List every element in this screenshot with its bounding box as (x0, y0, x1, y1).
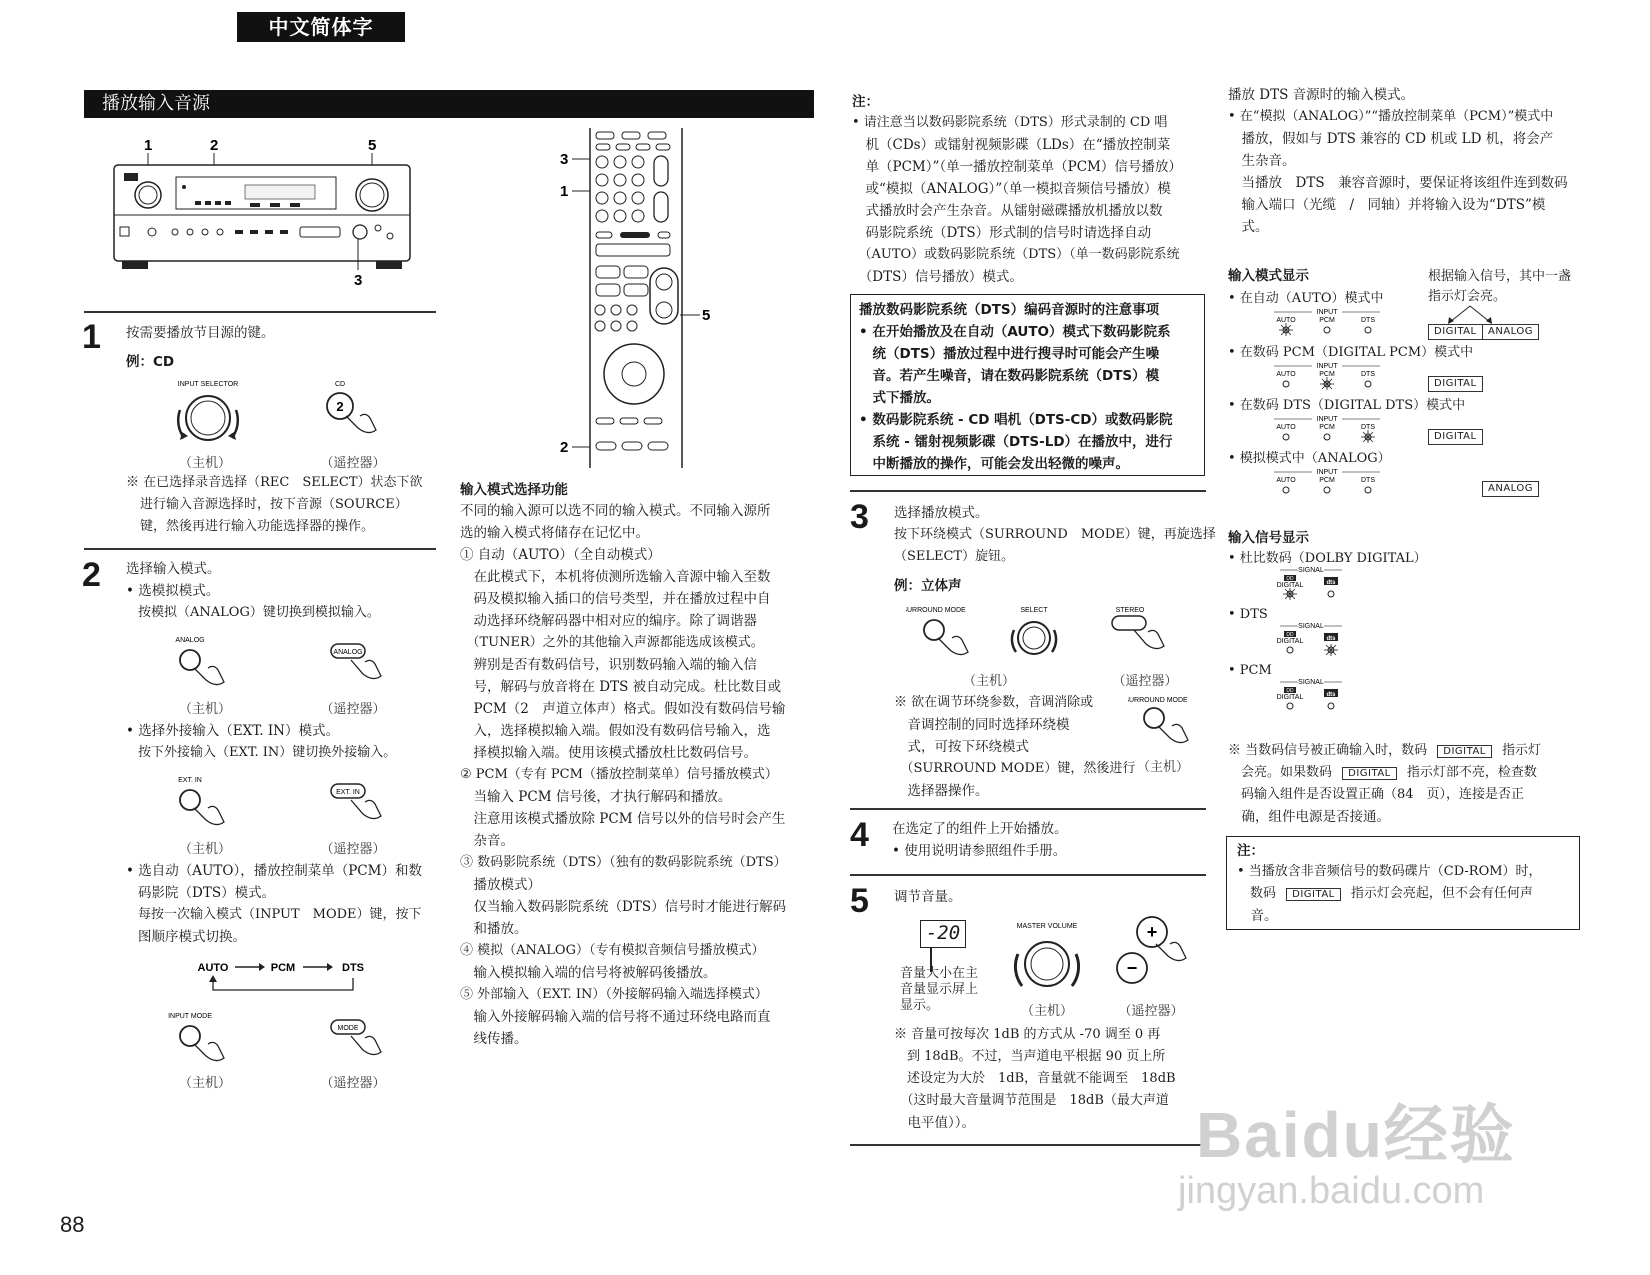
dts-input-mode-text (1228, 84, 1588, 238)
step-3-line: 选择播放模式。 (894, 505, 989, 521)
signal-dts: • DTS (1228, 607, 1268, 622)
signal-indicator-pcm (1276, 678, 1346, 712)
signal-digital-label: DIGITAL (1276, 638, 1304, 645)
cdrom-note-line-3: 音。 (1237, 908, 1278, 924)
body-line: ④ 模拟（ANALOG）（专有模拟音频信号播放模式） (460, 943, 765, 958)
caption-main: （主机） (178, 1076, 231, 1091)
surround-mode-small-label: SURROUND MODE (1128, 697, 1188, 704)
stereo-button-remote (1108, 604, 1178, 664)
step-5-note-line: 电平值））。 (894, 1115, 975, 1131)
footnote-text: ※ 当数码信号被正确输入时，数码 (1228, 743, 1428, 758)
input-mode-label: INPUT MODE (168, 1013, 212, 1020)
dolby-mark: DD (1286, 688, 1294, 694)
indicator-dts-label: DTS (1361, 477, 1375, 484)
indicator-pcm-label: PCM (1319, 424, 1335, 431)
side-note-line: 指示灯会亮。 (1428, 289, 1507, 304)
step-2-b2-line-2: 按下外接输入（EXT. IN）键切换外接输入。 (138, 745, 397, 760)
step-5-note-line: 述设定为大於 1dB，音量就不能调至 18dB (894, 1071, 1176, 1086)
step-5-note-line: ※ 音量可按每次 1dB 的方式从 -70 调至 0 再 (894, 1027, 1161, 1042)
body-line: 在此模式下，本机将侦测所选输入音源中输入至数 (460, 569, 771, 585)
volume-caption-line: 音量大小在主 (900, 966, 979, 981)
note-line: 码影院系统（DTS）形式制的信号时请选择自动 (852, 225, 1152, 241)
callout-3: 3 (354, 272, 363, 289)
volume-up-down-remote (1112, 914, 1192, 1000)
stereo-label: STEREO (1115, 607, 1145, 614)
caption-main: （主机） (178, 456, 231, 471)
surround-mode-button (906, 604, 976, 664)
signal-label: SIGNAL (1298, 567, 1324, 574)
cdrom-note-title: 注： (1237, 843, 1264, 859)
analog-indicator: ANALOG (1482, 481, 1539, 497)
col4-line: • 在“模拟（ANALOG）”“播放控制菜单（PCM）”模式中 (1228, 109, 1554, 124)
digital-indicator: DIGITAL (1437, 745, 1492, 758)
body-line: 入，选择模拟输入端。假如没有数码信号输入，选 (460, 723, 771, 739)
remote-control-diagram (560, 128, 720, 468)
step-3-note-line: 式，可按下环绕模式 (894, 739, 1029, 755)
note-line: （AUTO）或数码影院系统（DTS）（单一数码影院系统 (852, 247, 1180, 262)
digital-indicator: DIGITAL (1286, 888, 1341, 901)
mode-button-remote (325, 1010, 395, 1070)
page-number: 88 (60, 1212, 85, 1237)
signal-footnote-line-4: 确，组件电源是否接通。 (1228, 809, 1390, 825)
language-tag: 中文简体字 (237, 12, 405, 42)
col4-line: 当播放 DTS 兼容音源时，要保证将该组件连到数码 (1228, 175, 1568, 191)
digital-indicator: DIGITAL (1428, 376, 1483, 392)
signal-dolby: • 杜比数码（DOLBY DIGITAL） (1228, 551, 1427, 566)
dts-caution-line: • 数码影院系统 - CD 唱机（DTS-CD）或数码影院 (859, 412, 1173, 428)
step-4-line: • 使用说明请参照组件手册。 (892, 843, 1067, 859)
note-line: （DTS）信号播放）模式。 (852, 269, 1023, 285)
mode-remote-label: MODE (337, 1025, 359, 1032)
caption-remote: （遥控器） (1112, 674, 1178, 689)
side-note-line: 根据输入信号，其中一盏 (1428, 269, 1572, 284)
body-line: 输入模拟输入端的信号将被解码後播放。 (460, 965, 717, 981)
flow-pcm: PCM (270, 962, 296, 974)
step-1-note-line-1: ※ 在已选择录音选择（REC SELECT）状态下欲 (126, 475, 423, 490)
remote-callout-2: 2 (560, 439, 569, 456)
signal-indicator-dolby (1276, 566, 1346, 600)
caption-remote: （遥控器） (320, 1076, 386, 1091)
dolby-mark: DD (1286, 576, 1294, 582)
body-line: 杂音。 (460, 833, 514, 849)
step-1-number: 1 (82, 318, 101, 356)
signal-footnote-line-2 (1228, 762, 1537, 784)
section-title: 播放输入音源 (84, 90, 814, 118)
signal-pcm: • PCM (1228, 663, 1272, 678)
body-line: 不同的输入源可以选不同的输入模式。不同输入源所 (460, 503, 771, 519)
volume-down-icon: − (1126, 958, 1138, 978)
remote-callout-3: 3 (560, 151, 569, 168)
step-5-number: 5 (850, 882, 869, 920)
digital-indicator: DIGITAL (1428, 324, 1483, 340)
callout-2: 2 (210, 137, 219, 154)
divider (850, 1144, 1206, 1146)
analog-remote-label: ANALOG (333, 649, 363, 656)
body-line: 辨别是否有数码信号，识别数码输入端的输入信 (460, 657, 757, 673)
dts-mark: dts (1326, 580, 1336, 586)
digital-indicator: DIGITAL (1342, 767, 1397, 780)
indicator-input-label: INPUT (1316, 416, 1338, 423)
dts-caution-line: 式下播放。 (859, 390, 940, 406)
footnote-text: 指示灯 (1502, 743, 1542, 758)
body-line: ③ 数码影院系统（DTS）（独有的数码影院系统（DTS） (460, 855, 787, 870)
callout-5: 5 (368, 137, 377, 154)
indicator-auto-label: AUTO (1276, 424, 1296, 431)
flow-dts: DTS (342, 962, 364, 974)
mode-pcm: • 在数码 PCM（DIGITAL PCM）模式中 (1228, 345, 1474, 360)
step-3-line: 按下环绕模式（SURROUND MODE）键，再旋选择 (894, 527, 1216, 542)
divider (850, 874, 1206, 876)
step-2-b1-line-1: • 选模拟模式。 (126, 583, 220, 599)
body-line: PCM（2 声道立体声）格式。假如没有数码信号输 (460, 701, 786, 717)
cd-label: CD (334, 381, 346, 388)
surround-mode-button-small (1128, 694, 1198, 750)
volume-display (920, 920, 966, 948)
step-5-note-line: （这时最大音量调节范围是 18dB（最大声道 (894, 1093, 1169, 1108)
note-line: 或“模拟（ANALOG）”（单一模拟音频信号播放）模 (852, 181, 1171, 197)
col4-line: 播放，假如与 DTS 兼容的 CD 机或 LD 机，将会产 (1228, 131, 1554, 147)
volume-display-value: -20 (925, 922, 961, 944)
step-4-line: 在选定了的组件上开始播放。 (892, 821, 1068, 837)
dts-caution-box (850, 294, 1205, 476)
analog-label: ANALOG (175, 637, 205, 644)
digital-indicator: DIGITAL (1428, 429, 1483, 445)
body-line: 仅当输入数码影院系统（DTS）信号时才能进行解码 (460, 899, 787, 915)
body-line: 当输入 PCM 信号後，才执行解码和播放。 (460, 789, 732, 805)
step-5-note-line: 到 18dB。不过，当声道电平根据 90 页上所 (894, 1049, 1166, 1064)
note-line: 式播放时会产生杂音。从镭射磁碟播放机播放以数 (852, 203, 1163, 219)
input-mode-function-title: 输入模式选择功能 (460, 482, 568, 498)
indicator-auto-label: AUTO (1276, 317, 1296, 324)
signal-digital-label: DIGITAL (1276, 582, 1304, 589)
indicator-pcm-label: PCM (1319, 477, 1335, 484)
signal-indicator-dts (1276, 622, 1346, 656)
flow-auto: AUTO (197, 962, 229, 974)
input-mode-display-title: 输入模式显示 (1228, 268, 1309, 284)
dts-caution-line: 统（DTS）播放过程中进行搜寻时可能会产生噪 (859, 346, 1160, 362)
step-2-b2-line-1: • 选择外接输入（EXT. IN）模式。 (126, 723, 339, 739)
step-3-note-line: ※ 欲在调节环绕参数，音调消除或 (894, 695, 1094, 710)
master-volume-knob (1002, 920, 1092, 998)
volume-up-icon: + (1146, 922, 1158, 942)
input-mode-function-body (460, 500, 820, 1050)
col4-line: 生杂音。 (1228, 153, 1296, 169)
step-1-note-line-3: 键，然後再进行输入功能选择器的操作。 (140, 519, 375, 534)
body-line: 播放模式） (460, 877, 541, 893)
body-line: 注意用该模式播放除 PCM 信号以外的信号时会产生 (460, 811, 786, 827)
step-3-note-line: 音调控制的同时选择环绕模 (894, 717, 1070, 733)
col4-line: 播放 DTS 音源时的输入模式。 (1228, 87, 1415, 103)
ext-in-button-main (168, 774, 238, 834)
body-line: 和播放。 (460, 921, 528, 937)
note-line: • 请注意当以数码影院系统（DTS）形式录制的 CD 唱 (852, 115, 1168, 130)
cdrom-note-line-2 (1237, 883, 1569, 905)
surround-mode-label: SURROUND MODE (906, 607, 966, 614)
divider (84, 311, 436, 313)
caption-remote: （遥控器） (320, 456, 386, 471)
callout-1: 1 (144, 137, 153, 154)
volume-caption-line: 音量显示屏上 (900, 982, 979, 997)
dts-caution-line: • 在开始播放及在自动（AUTO）模式下数码影院系 (859, 324, 1171, 340)
cdrom-note-box (1226, 836, 1580, 930)
divider (850, 490, 1206, 492)
note-text: 指示灯会亮起，但不会有任何声 (1350, 886, 1533, 901)
indicator-auto-label: AUTO (1276, 371, 1296, 378)
dts-mark: dts (1326, 636, 1336, 642)
body-line: ① 自动（AUTO）（全自动模式） (460, 547, 661, 563)
step-2-b3-line-1: • 选自动（AUTO），播放控制菜单（PCM）和数 (126, 863, 422, 879)
indicator-auto-label: AUTO (1276, 477, 1296, 484)
input-indicator-pcm (1272, 362, 1382, 390)
caption-main: （主机） (1020, 1004, 1073, 1019)
footnote-text: 指示灯部不亮，检查数 (1406, 765, 1537, 780)
side-note-arrows (1440, 304, 1500, 326)
ext-in-remote-label: EXT. IN (336, 789, 360, 796)
body-line: 号，解码与放音将在 DTS 被自动完成。杜比数目或 (460, 679, 782, 695)
input-indicator-dts (1272, 415, 1382, 443)
step-5-text: 调节音量。 (894, 889, 962, 905)
dts-mark: dts (1326, 692, 1336, 698)
step-3-example: 例：立体声 (894, 578, 962, 594)
select-knob (1004, 604, 1064, 664)
step-3-line: （SELECT）旋钮。 (894, 549, 1015, 564)
step-2-text: 选择输入模式。 (126, 561, 221, 577)
body-line: （TUNER）之外的其他输入声源都能选成该模式。 (460, 635, 764, 650)
indicator-input-label: INPUT (1316, 309, 1338, 316)
indicator-pcm-label: PCM (1319, 317, 1335, 324)
caption-main: （主机） (1136, 760, 1189, 775)
body-line: ② PCM（专有 PCM（播放控制菜单）信号播放模式） (460, 767, 778, 782)
body-line: 动选择环绕解码器中相对应的编序。除了调谐器 (460, 613, 757, 629)
step-2-b3-line-3: 每按一次输入模式（INPUT MODE）键，按下 (138, 907, 422, 922)
indicator-dts-label: DTS (1361, 371, 1375, 378)
note-line: 单（PCM）”（单一播放控制菜单（PCM）信号播放） (852, 159, 1182, 175)
step-2-b3-line-2: 码影院（DTS）模式。 (138, 885, 276, 901)
select-label: SELECT (1020, 607, 1048, 614)
mode-auto: • 在自动（AUTO）模式中 (1228, 291, 1384, 306)
body-line: ⑤ 外部输入（EXT. IN）（外接解码输入端选择模式） (460, 987, 768, 1002)
caption-remote: （遥控器） (1118, 1004, 1184, 1019)
signal-footnote-line-1 (1228, 740, 1541, 762)
step-3-number: 3 (850, 498, 869, 536)
input-selector-label: INPUT SELECTOR (177, 381, 239, 388)
master-volume-label: MASTER VOLUME (1016, 923, 1078, 930)
col4-line: 输入端口（光缆 / 同轴）并将输入设为“DTS”模 (1228, 197, 1546, 213)
ext-in-button-remote (325, 774, 395, 834)
input-signal-display-title: 输入信号显示 (1228, 530, 1309, 546)
front-panel-diagram (100, 135, 440, 295)
analog-button-remote (325, 634, 395, 694)
input-mode-flow-diagram (195, 958, 385, 998)
caption-remote: （遥控器） (320, 702, 386, 717)
caption-remote: （遥控器） (320, 842, 386, 857)
dts-caution-title: 播放数码影院系统（DTS）编码音源时的注意事项 (859, 302, 1160, 318)
step-1-note-line-2: 进行输入音源选择时，按下音源（SOURCE） (140, 497, 408, 512)
step-2-b3-line-4: 图顺序模式切换。 (138, 929, 246, 945)
volume-caption-line: 显示。 (900, 998, 940, 1013)
signal-label: SIGNAL (1298, 623, 1324, 630)
signal-digital-label: DIGITAL (1276, 694, 1304, 701)
dts-caution-line: 系统 - 镭射视频影碟（DTS-LD）在播放中，进行 (859, 434, 1173, 450)
remote-callout-1: 1 (560, 183, 569, 200)
caption-main: （主机） (178, 842, 231, 857)
mode-dts: • 在数码 DTS（DIGITAL DTS）模式中 (1228, 398, 1466, 413)
divider (84, 548, 436, 550)
analog-button-main (168, 634, 238, 694)
dolby-mark: DD (1286, 632, 1294, 638)
input-indicator-auto (1272, 308, 1382, 336)
baidu-watermark-url: jingyan.baidu.com (1178, 1170, 1485, 1212)
col4-line: 式。 (1228, 219, 1269, 235)
body-line: 码及模拟输入插口的信号类型，并在播放过程中自 (460, 591, 771, 607)
caption-main: （主机） (178, 702, 231, 717)
cd-button-hand (318, 378, 388, 450)
step-3-note-line: 选择器操作。 (894, 783, 989, 799)
indicator-dts-label: DTS (1361, 317, 1375, 324)
indicator-input-label: INPUT (1316, 469, 1338, 476)
analog-indicator: ANALOG (1482, 324, 1539, 340)
dts-caution-line: 音。若产生噪音，请在数码影院系统（DTS）模 (859, 368, 1160, 384)
step-2-b1-line-2: 按模拟（ANALOG）键切换到模拟输入。 (138, 605, 380, 620)
input-mode-button-main (168, 1010, 238, 1070)
divider (850, 808, 1206, 810)
signal-label: SIGNAL (1298, 679, 1324, 686)
dts-caution-line: 中断播放的操作，可能会发出轻微的噪声。 (859, 456, 1129, 472)
ext-in-label: EXT. IN (178, 777, 202, 784)
footnote-text: 会亮。如果数码 (1228, 765, 1333, 780)
step-2-number: 2 (82, 556, 101, 594)
remote-callout-5: 5 (702, 307, 711, 324)
input-indicator-analog (1272, 468, 1382, 496)
baidu-watermark: Baidu经验 (1196, 1099, 1516, 1171)
mode-analog: • 模拟模式中（ANALOG） (1228, 451, 1391, 466)
note-line: 机（CDs）或镭射视频影碟（LDs）在“播放控制菜 (852, 137, 1171, 153)
body-line: 择模拟输入端。使用该模式播放杜比数码信号。 (460, 745, 757, 761)
indicator-dts-label: DTS (1361, 424, 1375, 431)
body-line: 输入外接解码输入端的信号将不通过环绕电路而直 (460, 1009, 771, 1025)
cdrom-note-line-1: • 当播放含非音频信号的数码碟片（CD-ROM）时， (1237, 864, 1542, 879)
body-line: 线传播。 (460, 1031, 528, 1047)
input-selector-knob (168, 378, 248, 450)
step-1-text: 按需要播放节目源的键。 (126, 325, 275, 341)
signal-footnote-line-3: 码输入组件是否设置正确（84 页），连接是否正 (1228, 787, 1525, 802)
caption-main: （主机） (962, 674, 1015, 689)
note-title: 注： (852, 94, 879, 110)
cd-num: 2 (336, 399, 344, 414)
note-body (852, 112, 1202, 288)
note-text: 数码 (1237, 886, 1277, 901)
indicator-pcm-label: PCM (1319, 371, 1335, 378)
step-3-note-line: （SURROUND MODE）键，然後进行 (894, 761, 1136, 776)
receiver-front-panel-illustration (100, 135, 440, 295)
indicator-input-label: INPUT (1316, 363, 1338, 370)
step-1-example: 例：CD (126, 354, 175, 370)
body-line: 选的输入模式将储存在记忆中。 (460, 525, 649, 541)
step-4-number: 4 (850, 816, 869, 854)
